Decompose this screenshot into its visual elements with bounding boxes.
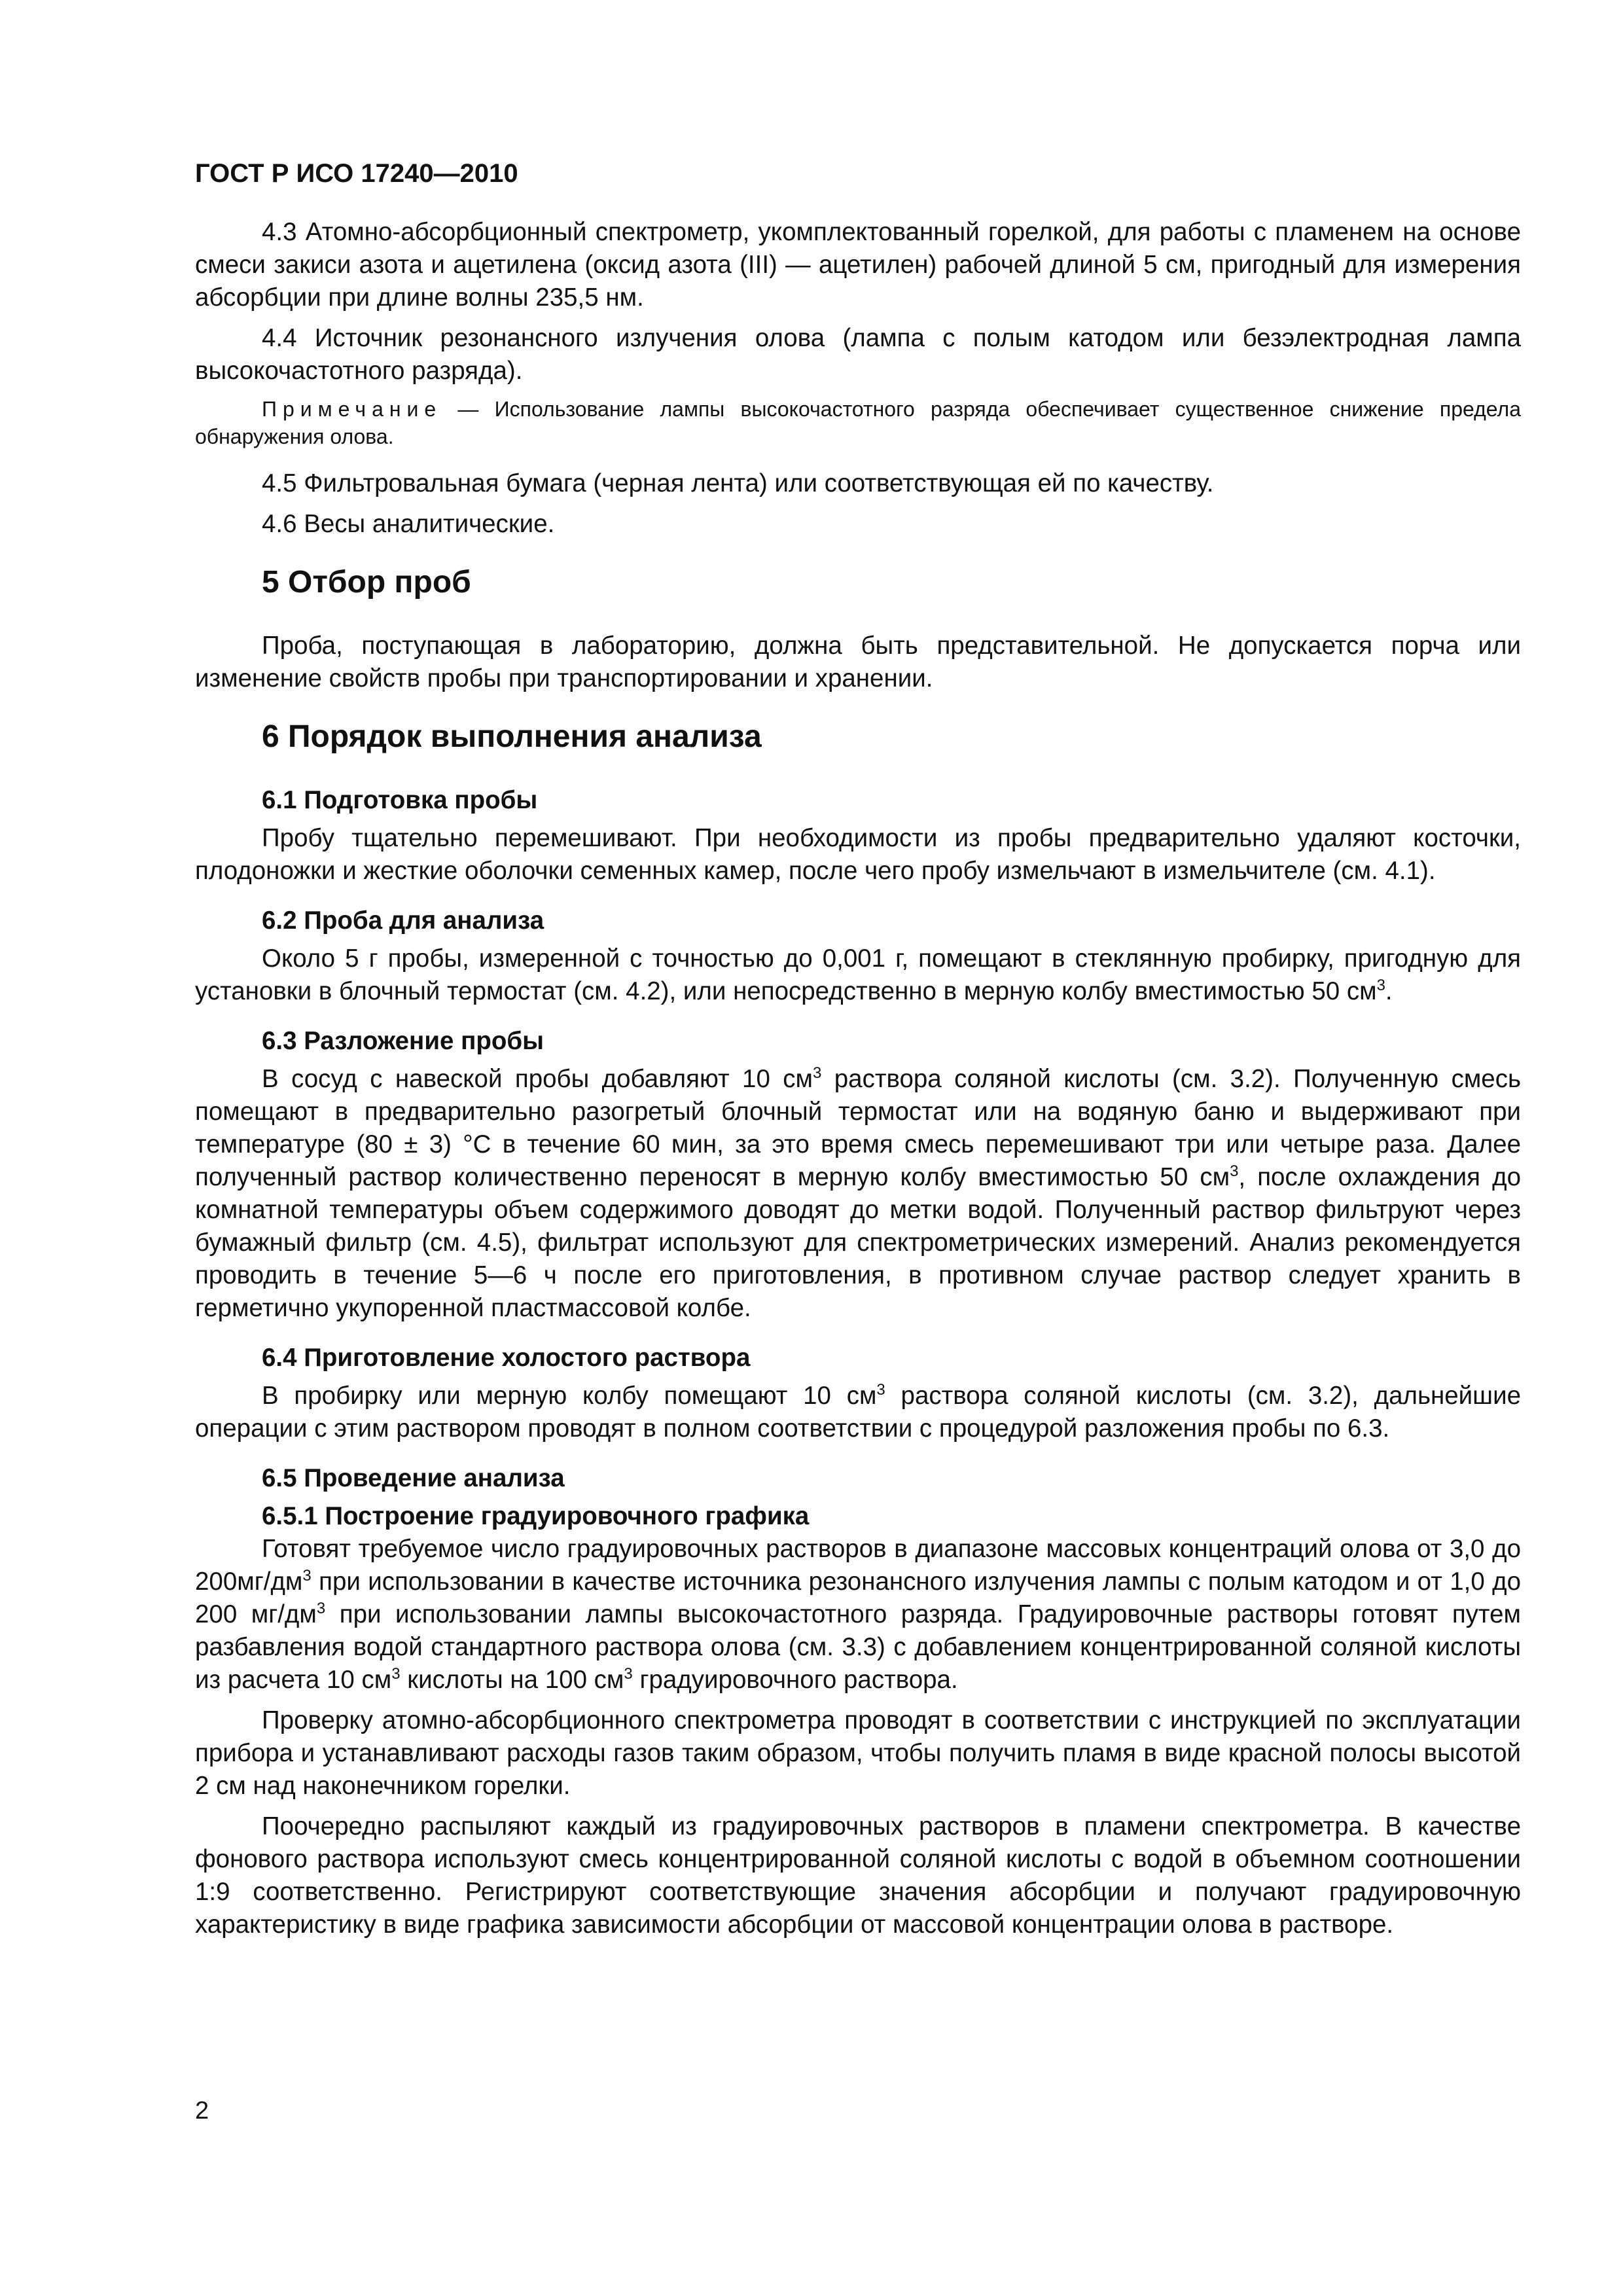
text-run: Готовят требуемое число градуировочных растворов в диапазоне массовых концентраций олова от 3,0 до 200мг/дм bbox=[195, 1535, 1521, 1596]
page-number: 2 bbox=[195, 2097, 209, 2125]
page-content bbox=[195, 157, 1521, 1949]
clause-4-6: 4.6 Весы аналитические. bbox=[262, 510, 555, 538]
text-run: раствора соляной кислоты (см. 3.2), дальнейшие операции с этим раствором проводят в полном соответствии с процедурой разложения пробы по 6.3. bbox=[195, 1382, 1521, 1443]
subsection-6-5-1-para-3: Поочередно распыляют каждый из градуировочных растворов в пламени спектрометра. В качестве фонового раствора используют смесь концентрированной соляной кислоты с водой в объемном соотношении 1:9 соответственно. Регистрируют соответствующие значения абсорбции и получают градуировочную характеристику в виде графика зависимости абсорбции от массовой концентрации олова в растворе. bbox=[195, 1812, 1521, 1939]
subsection-6-2-text bbox=[195, 942, 1521, 1008]
text-run: при использовании в качестве источника резонансного излучения лампы с полым катодом и от 1,0 до 200 мг/дм bbox=[195, 1568, 1521, 1628]
document-code-header: ГОСТ Р ИСО 17240—2010 bbox=[195, 159, 518, 188]
note-text: — Использование лампы высокочастотного разряда обеспечивает существенное снижение предела обнаружения олова. bbox=[195, 397, 1521, 448]
superscript: 3 bbox=[1230, 1162, 1239, 1181]
text-run: , после охлаждения до комнатной температуры объем содержимого доводят до метки водой. Полученный раствор фильтруют через бумажный фильтр (см. 4.5), фильтрат используют для спектрометрических измерений. Анализ рекомендуется проводить в течение 5—6 ч после его приготовления, в противном случае раствор следует хранить в герметично укупоренной пластмассовой колбе. bbox=[195, 1163, 1521, 1322]
text-run: В сосуд с навеской пробы добавляют 10 см bbox=[262, 1065, 813, 1093]
note-block bbox=[195, 395, 1521, 450]
superscript: 3 bbox=[316, 1600, 326, 1618]
text-run: градуировочного раствора. bbox=[632, 1666, 958, 1694]
subsection-6-2-heading: 6.2 Проба для анализа bbox=[262, 906, 544, 935]
subsection-6-5-1-para-2: Проверку атомно-абсорбционного спектрометра проводят в соответствии с инструкцией по эксплуатации прибора и устанавливают расходы газов таким образом, чтобы получить пламя в виде красной полосы высотой 2 см над наконечником горелки. bbox=[195, 1706, 1521, 1800]
subsection-6-5-1-heading: 6.5.1 Построение градуировочного графика bbox=[262, 1502, 810, 1530]
subsection-6-5-1-para-1 bbox=[195, 1533, 1521, 1696]
subsection-6-4-text bbox=[195, 1380, 1521, 1445]
superscript: 3 bbox=[813, 1064, 822, 1083]
clause-4-4: 4.4 Источник резонансного излучения олова (лампа с полым катодом или безэлектродная лампа высокочастотного разряда). bbox=[195, 324, 1521, 385]
superscript: 3 bbox=[1376, 977, 1385, 995]
text-run: В пробирку или мерную колбу помещают 10 см bbox=[262, 1382, 877, 1410]
superscript: 3 bbox=[876, 1381, 885, 1399]
text-run: при использовании лампы высокочастотного разряда. Градуировочные растворы готовят путем разбавления водой стандартного раствора олова (см. 3.3) с добавлением концентрированной соляной кислоты из расчета 10 см bbox=[195, 1600, 1521, 1694]
text-run: . bbox=[1385, 977, 1393, 1005]
clause-4-3: 4.3 Атомно-абсорбционный спектрометр, укомплектованный горелкой, для работы с пламенем на основе смеси закиси азота и ацетилена (оксид азота (III) — ацетилен) рабочей длиной 5 см, пригодный для измерения абсорбции при длине волны 235,5 нм. bbox=[195, 218, 1521, 312]
superscript: 3 bbox=[624, 1665, 633, 1683]
subsection-6-3-text bbox=[195, 1063, 1521, 1325]
text-run: кислоты на 100 см bbox=[400, 1666, 624, 1694]
clause-4-5: 4.5 Фильтровальная бумага (черная лента) или соответствующая ей по качеству. bbox=[262, 469, 1214, 497]
note-label: Примечание bbox=[262, 397, 442, 421]
superscript: 3 bbox=[302, 1567, 312, 1585]
section-6-heading: 6 Порядок выполнения анализа bbox=[262, 719, 762, 754]
subsection-6-1-heading: 6.1 Подготовка пробы bbox=[262, 786, 538, 814]
superscript: 3 bbox=[391, 1665, 401, 1683]
text-run: Около 5 г пробы, измеренной с точностью до 0,001 г, помещают в стеклянную пробирку, пригодную для установки в блочный термостат (см. 4.2), или непосредственно в мерную колбу вместимостью 50 см bbox=[195, 944, 1521, 1005]
subsection-6-3-heading: 6.3 Разложение пробы bbox=[262, 1027, 544, 1055]
text-run: раствора соляной кислоты (см. 3.2). Полученную смесь помещают в предварительно разогретый блочный термостат или на водяную баню и выдерживают при температуре (80 ± 3) °С в течение 60 мин, за это время смесь перемешивают три или четыре раза. Далее полученный раствор количественно переносят в мерную колбу вместимостью 50 см bbox=[195, 1065, 1522, 1191]
section-5-heading: 5 Отбор проб bbox=[262, 565, 471, 600]
section-5-text: Проба, поступающая в лабораторию, должна быть представительной. Не допускается порча или изменение свойств пробы при транспортировании и хранении. bbox=[195, 632, 1521, 692]
subsection-6-4-heading: 6.4 Приготовление холостого раствора bbox=[262, 1344, 751, 1372]
subsection-6-5-heading: 6.5 Проведение анализа bbox=[262, 1464, 565, 1492]
subsection-6-1-text: Пробу тщательно перемешивают. При необходимости из пробы предварительно удаляют косточки, плодоножки и жесткие оболочки семенных камер, после чего пробу измельчают в измельчителе (см. 4.1). bbox=[195, 824, 1521, 885]
